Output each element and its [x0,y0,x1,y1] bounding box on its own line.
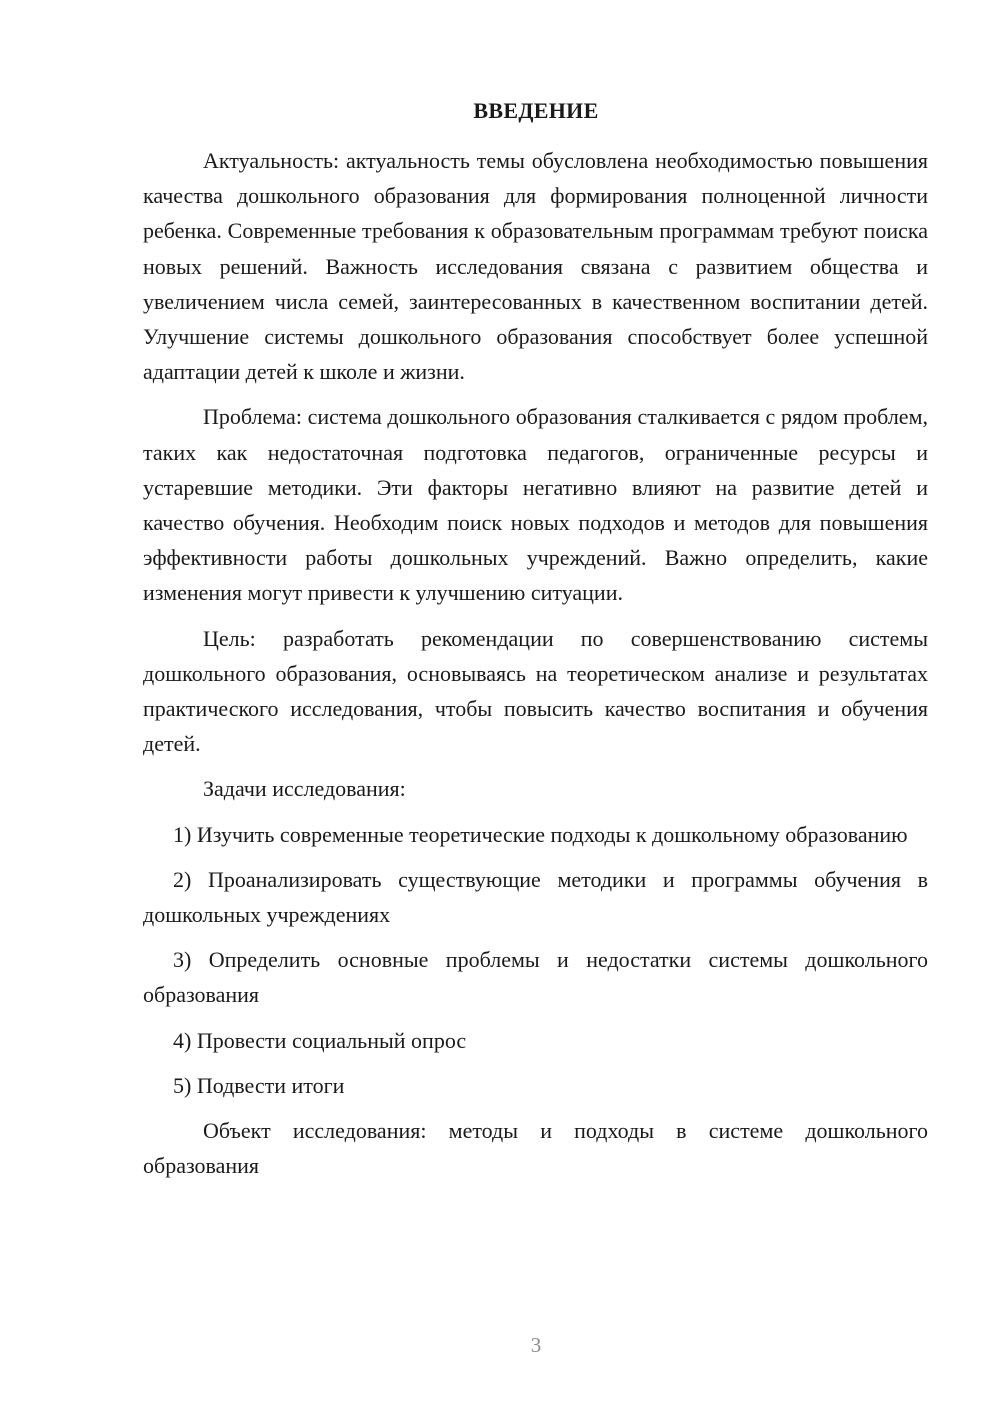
document-body [143,143,928,1193]
problem-paragraph: Проблема: система дошкольного образования сталкивается с рядом проблем, таких как недостаточная подготовка педагогов, ограниченные ресурсы и устаревшие методики. Эти факторы негативно влияют на развитие детей и качество обучения. Необходим поиск новых подходов и методов для повышения эффективности работы дошкольных учреждений. Важно определить, какие изменения могут привести к улучшению ситуации. [143,404,928,606]
task-item: 1) Изучить современные теоретические подходы к дошкольному образованию [173,821,908,847]
goal-paragraph: Цель: разработать рекомендации по совершенствованию системы дошкольного образования, основываясь на теоретическом анализе и результатах практического исследования, чтобы повысить качество воспитания и обучения детей. [143,625,928,757]
page-title: ВВЕДЕНИЕ [473,98,599,123]
task-item: 3) Определить основные проблемы и недостатки системы дошкольного образования [143,947,928,1008]
tasks-heading: Задачи исследования: [203,776,406,802]
task-item: 2) Проанализировать существующие методики и программы обучения в дошкольных учреждениях [143,866,928,928]
page-number: 3 [530,1333,542,1357]
object-paragraph: Объект исследования: методы и подходы в системе дошкольного образования [143,1118,928,1179]
relevance-paragraph: Актуальность: актуальность темы обусловлена необходимостью повышения качества дошкольного образования для формирования полноценной личности ребенка. Современные требования к образовательным программам требуют поиска новых решений. Важность исследования связана с развитием общества и увеличением числа семей, заинтересованных в качественном воспитании детей. Улучшение системы дошкольного образования способствует более успешной адаптации детей к школе и жизни. [143,148,928,385]
task-item: 4) Провести социальный опрос [173,1027,467,1053]
task-item: 5) Подвести итоги [173,1072,345,1098]
